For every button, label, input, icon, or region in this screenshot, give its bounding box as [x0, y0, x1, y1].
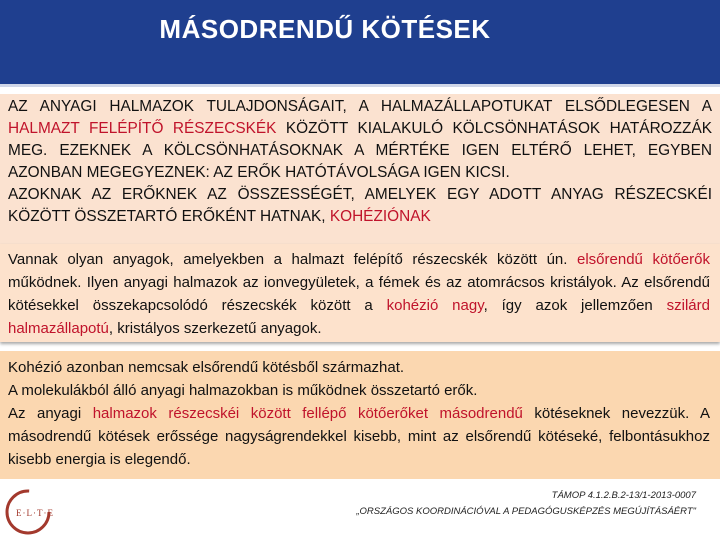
title-bar — [0, 0, 720, 87]
primary-text-c: , így azok jellemzően — [483, 297, 667, 314]
secondary-line-2: A molekulákból álló anyagi halmazokban is működnek összetartó erők. — [8, 382, 478, 399]
intro-p2-text-a: AZOKNAK AZ ERŐKNEK AZ ÖSSZESSÉGÉT, AMELYEK EGY ADOTT ANYAG RÉSZECSKÉI KÖZÖTT ÖSSZETARTÓ ERŐKÉNT HATNAK, — [8, 186, 712, 225]
intro-paragraph-1 — [8, 96, 712, 184]
primary-text-a: Vannak olyan anyagok, amelyekben a halmazt felépítő részecskék között ún. — [8, 251, 577, 268]
elte-logo — [4, 488, 52, 536]
footer-project-name: „ORSZÁGOS KOORDINÁCIÓVAL A PEDAGÓGUSKÉPZÉS MEGÚJÍTÁSÁÉRT" — [356, 506, 696, 517]
secondary-text-b: kötéseknek nevezzük. A másodrendű kötések erőssége nagyságrendekkel kisebb, mint az elsőrendű kötéseké, felbontásukhoz kisebb energia is elegendő. — [8, 405, 710, 468]
intro-p1-highlight: HALMAZT FELÉPÍTŐ RÉSZECSKÉK — [8, 120, 277, 137]
intro-paragraph-2 — [8, 184, 712, 228]
primary-highlight-2: kohézió nagy — [386, 297, 484, 314]
intro-p1-text-b: KÖZÖTT KIALAKULÓ KÖLCSÖNHATÁSOK HATÁROZZÁK MEG. EZEKNEK A KÖLCSÖNHATÁSOKNAK A MÉRTÉKE IGEN ELTÉRŐ LEHET, EGYBEN AZONBAN MEGEGYEZNEK: AZ ERŐK HATÓTÁVOLSÁGA IGEN KICSI. — [8, 120, 712, 181]
primary-highlight-3: szilárd halmazállapotú — [8, 297, 710, 337]
intro-p1-text-a: AZ ANYAGI HALMAZOK TULAJDONSÁGAIT, A HALMAZÁLLAPOTUKAT ELSŐDLEGESEN A — [8, 98, 712, 115]
primary-bonds-box — [0, 244, 720, 342]
footer-project-code: TÁMOP 4.1.2.B.2-13/1-2013-0007 — [551, 490, 696, 501]
intro-p2-highlight: KOHÉZIÓNAK — [329, 208, 431, 225]
primary-highlight-1: elsőrendű kötőerők — [577, 251, 710, 268]
intro-text-box — [0, 94, 720, 244]
slide-title: MÁSODRENDŰ KÖTÉSEK — [159, 14, 491, 44]
secondary-line-1: Kohézió azonban nemcsak elsőrendű kötésből származhat. — [8, 359, 405, 376]
primary-text-d: , kristályos szerkezetű anyagok. — [108, 320, 322, 337]
secondary-bonds-box — [0, 351, 720, 479]
secondary-highlight: halmazok részecskéi között fellépő kötőerőket másodrendű — [92, 405, 523, 422]
secondary-paragraph — [8, 402, 710, 471]
footer — [0, 482, 720, 540]
primary-text-b: működnek. Ilyen anyagi halmazok az ionvegyületek, a fémek és az atomrácsos kristályok. Az elsőrendű kötésekkel összekapcsolódó részecskék között a — [8, 274, 710, 314]
secondary-text-a: Az anyagi — [8, 405, 93, 422]
logo-text: E·L·T·E — [16, 508, 54, 518]
